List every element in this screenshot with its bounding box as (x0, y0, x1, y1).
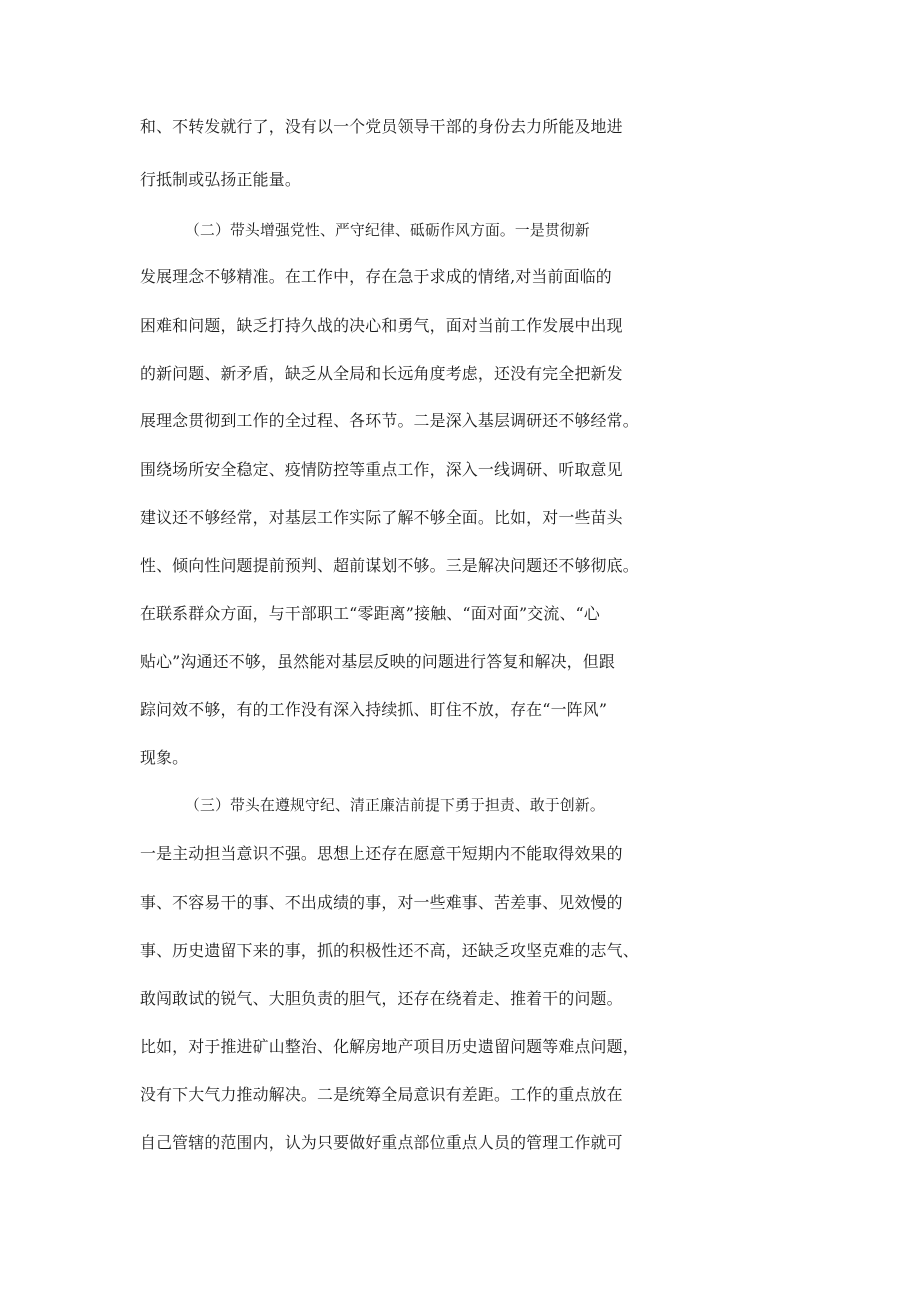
text-line: 建议还不够经常，对基层工作实际了解不够全面。比如，对一些苗头 (140, 508, 623, 527)
text-line: 展理念贯彻到工作的全过程、各环节。二是深入基层调研还不够经常。 (140, 411, 639, 430)
text-line: 行抵制或弘扬正能量。 (140, 170, 301, 189)
text-line: 贴心”沟通还不够，虽然能对基层反映的问题进行答复和解决，但跟 (140, 652, 615, 671)
text-line: 围绕场所安全稳定、疫情防控等重点工作，深入一线调研、听取意见 (140, 460, 623, 479)
text-line: （二）带头增强党性、严守纪律、砥砺作风方面。一是贯彻新 (185, 222, 590, 239)
text-line: 没有下大气力推动解决。二是统筹全局意识有差距。工作的重点放在 (140, 1085, 623, 1104)
text-line: 现象。 (140, 748, 189, 767)
text-line: 性、倾向性问题提前预判、超前谋划不够。三是解决问题还不够彻底。 (140, 556, 639, 575)
text-line: （三）带头在遵规守纪、清正廉洁前提下勇于担责、敢于创新。 (185, 797, 605, 814)
text-line: 在联系群众方面，与干部职工“零距离”接触、“面对面”交流、“心 (140, 604, 600, 623)
text-line: 敢闯敢试的锐气、大胆负责的胆气，还存在绕着走、推着干的问题。 (140, 989, 623, 1008)
text-line: 比如，对于推进矿山整治、化解房地产项目历史遗留问题等难点问题， (140, 1037, 639, 1056)
text-line: 和、不转发就行了，没有以一个党员领导干部的身份去力所能及地进 (140, 117, 623, 136)
text-line: 踪问效不够，有的工作没有深入持续抓、盯住不放，存在“一阵风” (140, 700, 608, 719)
text-line: 一是主动担当意识不强。思想上还存在愿意干短期内不能取得效果的 (140, 844, 623, 863)
text-line: 事、不容易干的事、不出成绩的事，对一些难事、苦差事、见效慢的 (140, 893, 623, 912)
text-line: 事、历史遗留下来的事，抓的积极性还不高，还缺乏攻坚克难的志气、 (140, 941, 639, 960)
text-line: 自己管辖的范围内，认为只要做好重点部位重点人员的管理工作就可 (140, 1133, 623, 1152)
text-line: 发展理念不够精准。在工作中，存在急于求成的情绪,对当前面临的 (140, 267, 612, 286)
text-line: 的新问题、新矛盾，缺乏从全局和长远角度考虑，还没有完全把新发 (140, 364, 623, 383)
text-line: 困难和问题，缺乏打持久战的决心和勇气，面对当前工作发展中出现 (140, 316, 623, 335)
